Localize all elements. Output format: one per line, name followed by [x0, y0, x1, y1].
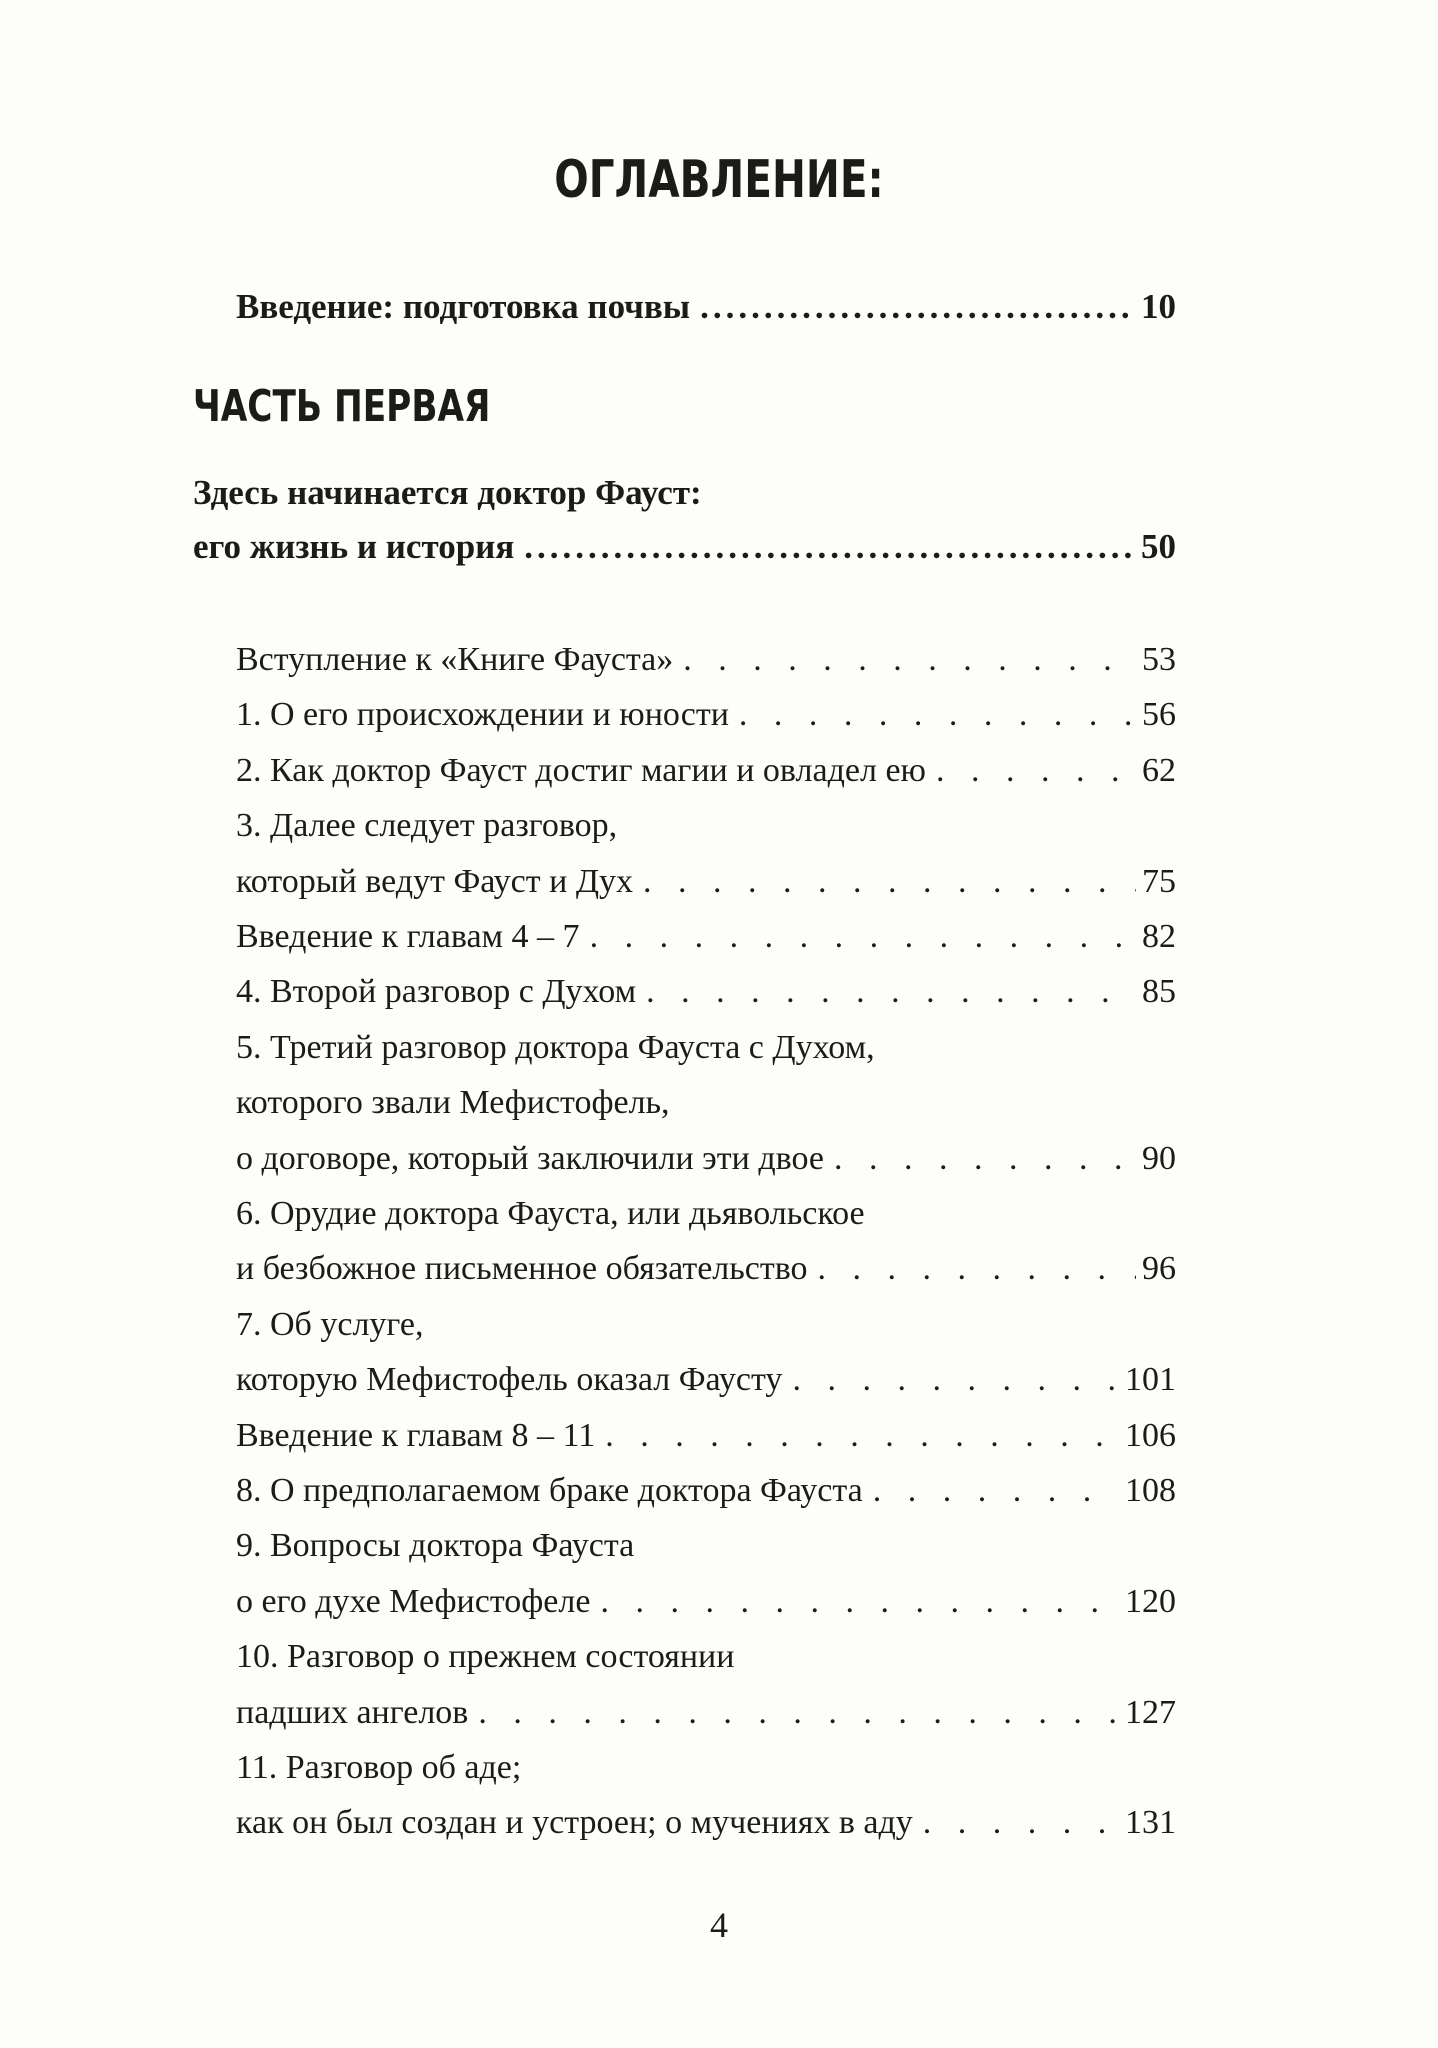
toc-entry-page: 127 — [1125, 1694, 1176, 1731]
dot-leader — [873, 1464, 1119, 1518]
toc-entry[interactable] — [236, 1021, 1176, 1075]
toc-entry-label: 5. Третий разговор доктора Фауста с Духом, — [236, 1029, 875, 1066]
dot-leader — [524, 520, 1135, 574]
dot-leader — [605, 1409, 1119, 1463]
page-title: ОГЛАВЛЕНИЕ: — [554, 150, 884, 210]
toc-entry[interactable] — [236, 633, 1176, 687]
toc-entry[interactable] — [236, 1519, 1176, 1573]
toc-entry-label: которую Мефистофель оказал Фаусту — [236, 1361, 783, 1398]
toc-entry-label: о его духе Мефистофеле — [236, 1583, 591, 1620]
toc-entry[interactable] — [236, 688, 1176, 742]
toc-entry-page: 131 — [1125, 1804, 1176, 1841]
toc-entry-label: 1. О его происхождении и юности — [236, 696, 729, 733]
toc-entry-label: Вступление к «Книге Фауста» — [236, 641, 674, 678]
toc-entry[interactable] — [236, 910, 1176, 964]
toc-entry-page: 10 — [1141, 287, 1176, 326]
dot-leader — [590, 910, 1136, 964]
dot-leader — [700, 280, 1135, 334]
toc-entry-page: 53 — [1142, 641, 1176, 678]
toc-entry[interactable] — [236, 1575, 1176, 1629]
dot-leader — [478, 1686, 1119, 1740]
dot-leader — [683, 633, 1136, 687]
toc-entry[interactable] — [236, 1187, 1176, 1241]
toc-entry-page: 62 — [1142, 752, 1176, 789]
toc-entry[interactable] — [236, 744, 1176, 798]
toc-entry[interactable] — [236, 855, 1176, 909]
toc-entry-page: 96 — [1142, 1250, 1176, 1287]
dot-leader — [834, 1132, 1136, 1186]
toc-entry-intro[interactable] — [236, 280, 1176, 334]
dot-leader — [936, 744, 1136, 798]
toc-entry-page: 82 — [1142, 918, 1176, 955]
dot-leader — [739, 688, 1136, 742]
toc-entry[interactable] — [236, 1686, 1176, 1740]
part-heading: ЧАСТЬ ПЕРВАЯ — [193, 381, 491, 432]
toc-entry-label: 8. О предполагаемом браке доктора Фауста — [236, 1472, 863, 1509]
part-title-text: Здесь начинается доктор Фауст: — [193, 473, 702, 512]
dot-leader — [818, 1242, 1136, 1296]
toc-entry-label: 7. Об услуге, — [236, 1306, 424, 1343]
toc-entry[interactable] — [236, 1630, 1176, 1684]
toc-entry-label: как он был создан и устроен; о мучениях в аду — [236, 1804, 913, 1841]
toc-entry-label: 11. Разговор об аде; — [236, 1749, 522, 1786]
dot-leader — [600, 1575, 1119, 1629]
toc-entry-page: 101 — [1125, 1361, 1176, 1398]
part-title-text: его жизнь и история — [193, 527, 515, 566]
part-title-line2[interactable] — [193, 520, 1176, 574]
toc-entry-label: 3. Далее следует разговор, — [236, 807, 618, 844]
toc-entry-label: Введение к главам 4 – 7 — [236, 918, 580, 955]
toc-entry[interactable] — [236, 1242, 1176, 1296]
part-title-page: 50 — [1141, 527, 1176, 566]
toc-entry[interactable] — [236, 965, 1176, 1019]
toc-entry-page: 120 — [1125, 1583, 1176, 1620]
dot-leader — [923, 1796, 1119, 1850]
toc-entry[interactable] — [236, 1298, 1176, 1352]
toc-entry-label: и безбожное письменное обязательство — [236, 1250, 808, 1287]
toc-entry[interactable] — [236, 1409, 1176, 1463]
toc-entry[interactable] — [236, 1464, 1176, 1518]
toc-entry-label: 10. Разговор о прежнем состоянии — [236, 1638, 735, 1675]
toc-entry-label: 2. Как доктор Фауст достиг магии и овладел ею — [236, 752, 926, 789]
dot-leader — [643, 855, 1136, 909]
toc-entry-page: 75 — [1142, 863, 1176, 900]
toc-entry-page: 90 — [1142, 1140, 1176, 1177]
toc-entry-page: 85 — [1142, 973, 1176, 1010]
toc-entry-label: который ведут Фауст и Дух — [236, 863, 634, 900]
toc-entry[interactable] — [236, 1076, 1176, 1130]
toc-entry-page: 56 — [1142, 696, 1176, 733]
dot-leader — [792, 1353, 1119, 1407]
toc-entry-label: 6. Орудие доктора Фауста, или дьявольское — [236, 1195, 865, 1232]
toc-entry-label: о договоре, который заключили эти двое — [236, 1140, 824, 1177]
dot-leader — [646, 965, 1136, 1019]
toc-entry-page: 108 — [1125, 1472, 1176, 1509]
toc-entry[interactable] — [236, 1132, 1176, 1186]
toc-entry-label: падших ангелов — [236, 1694, 469, 1731]
toc-entry-label: Введение: подготовка почвы — [236, 287, 691, 326]
toc-entry-label: Введение к главам 8 – 11 — [236, 1417, 596, 1454]
toc-entry-label: 9. Вопросы доктора Фауста — [236, 1527, 635, 1564]
toc-entry-page: 106 — [1125, 1417, 1176, 1454]
toc-entry[interactable] — [236, 799, 1176, 853]
page-number: 4 — [710, 1905, 728, 1945]
toc-entry[interactable] — [236, 1741, 1176, 1795]
toc-entry[interactable] — [236, 1796, 1176, 1850]
part-title-line1[interactable] — [193, 466, 1176, 520]
toc-entry[interactable] — [236, 1353, 1176, 1407]
toc-entry-label: 4. Второй разговор с Духом — [236, 973, 637, 1010]
toc-entry-label: которого звали Мефистофель, — [236, 1084, 670, 1121]
